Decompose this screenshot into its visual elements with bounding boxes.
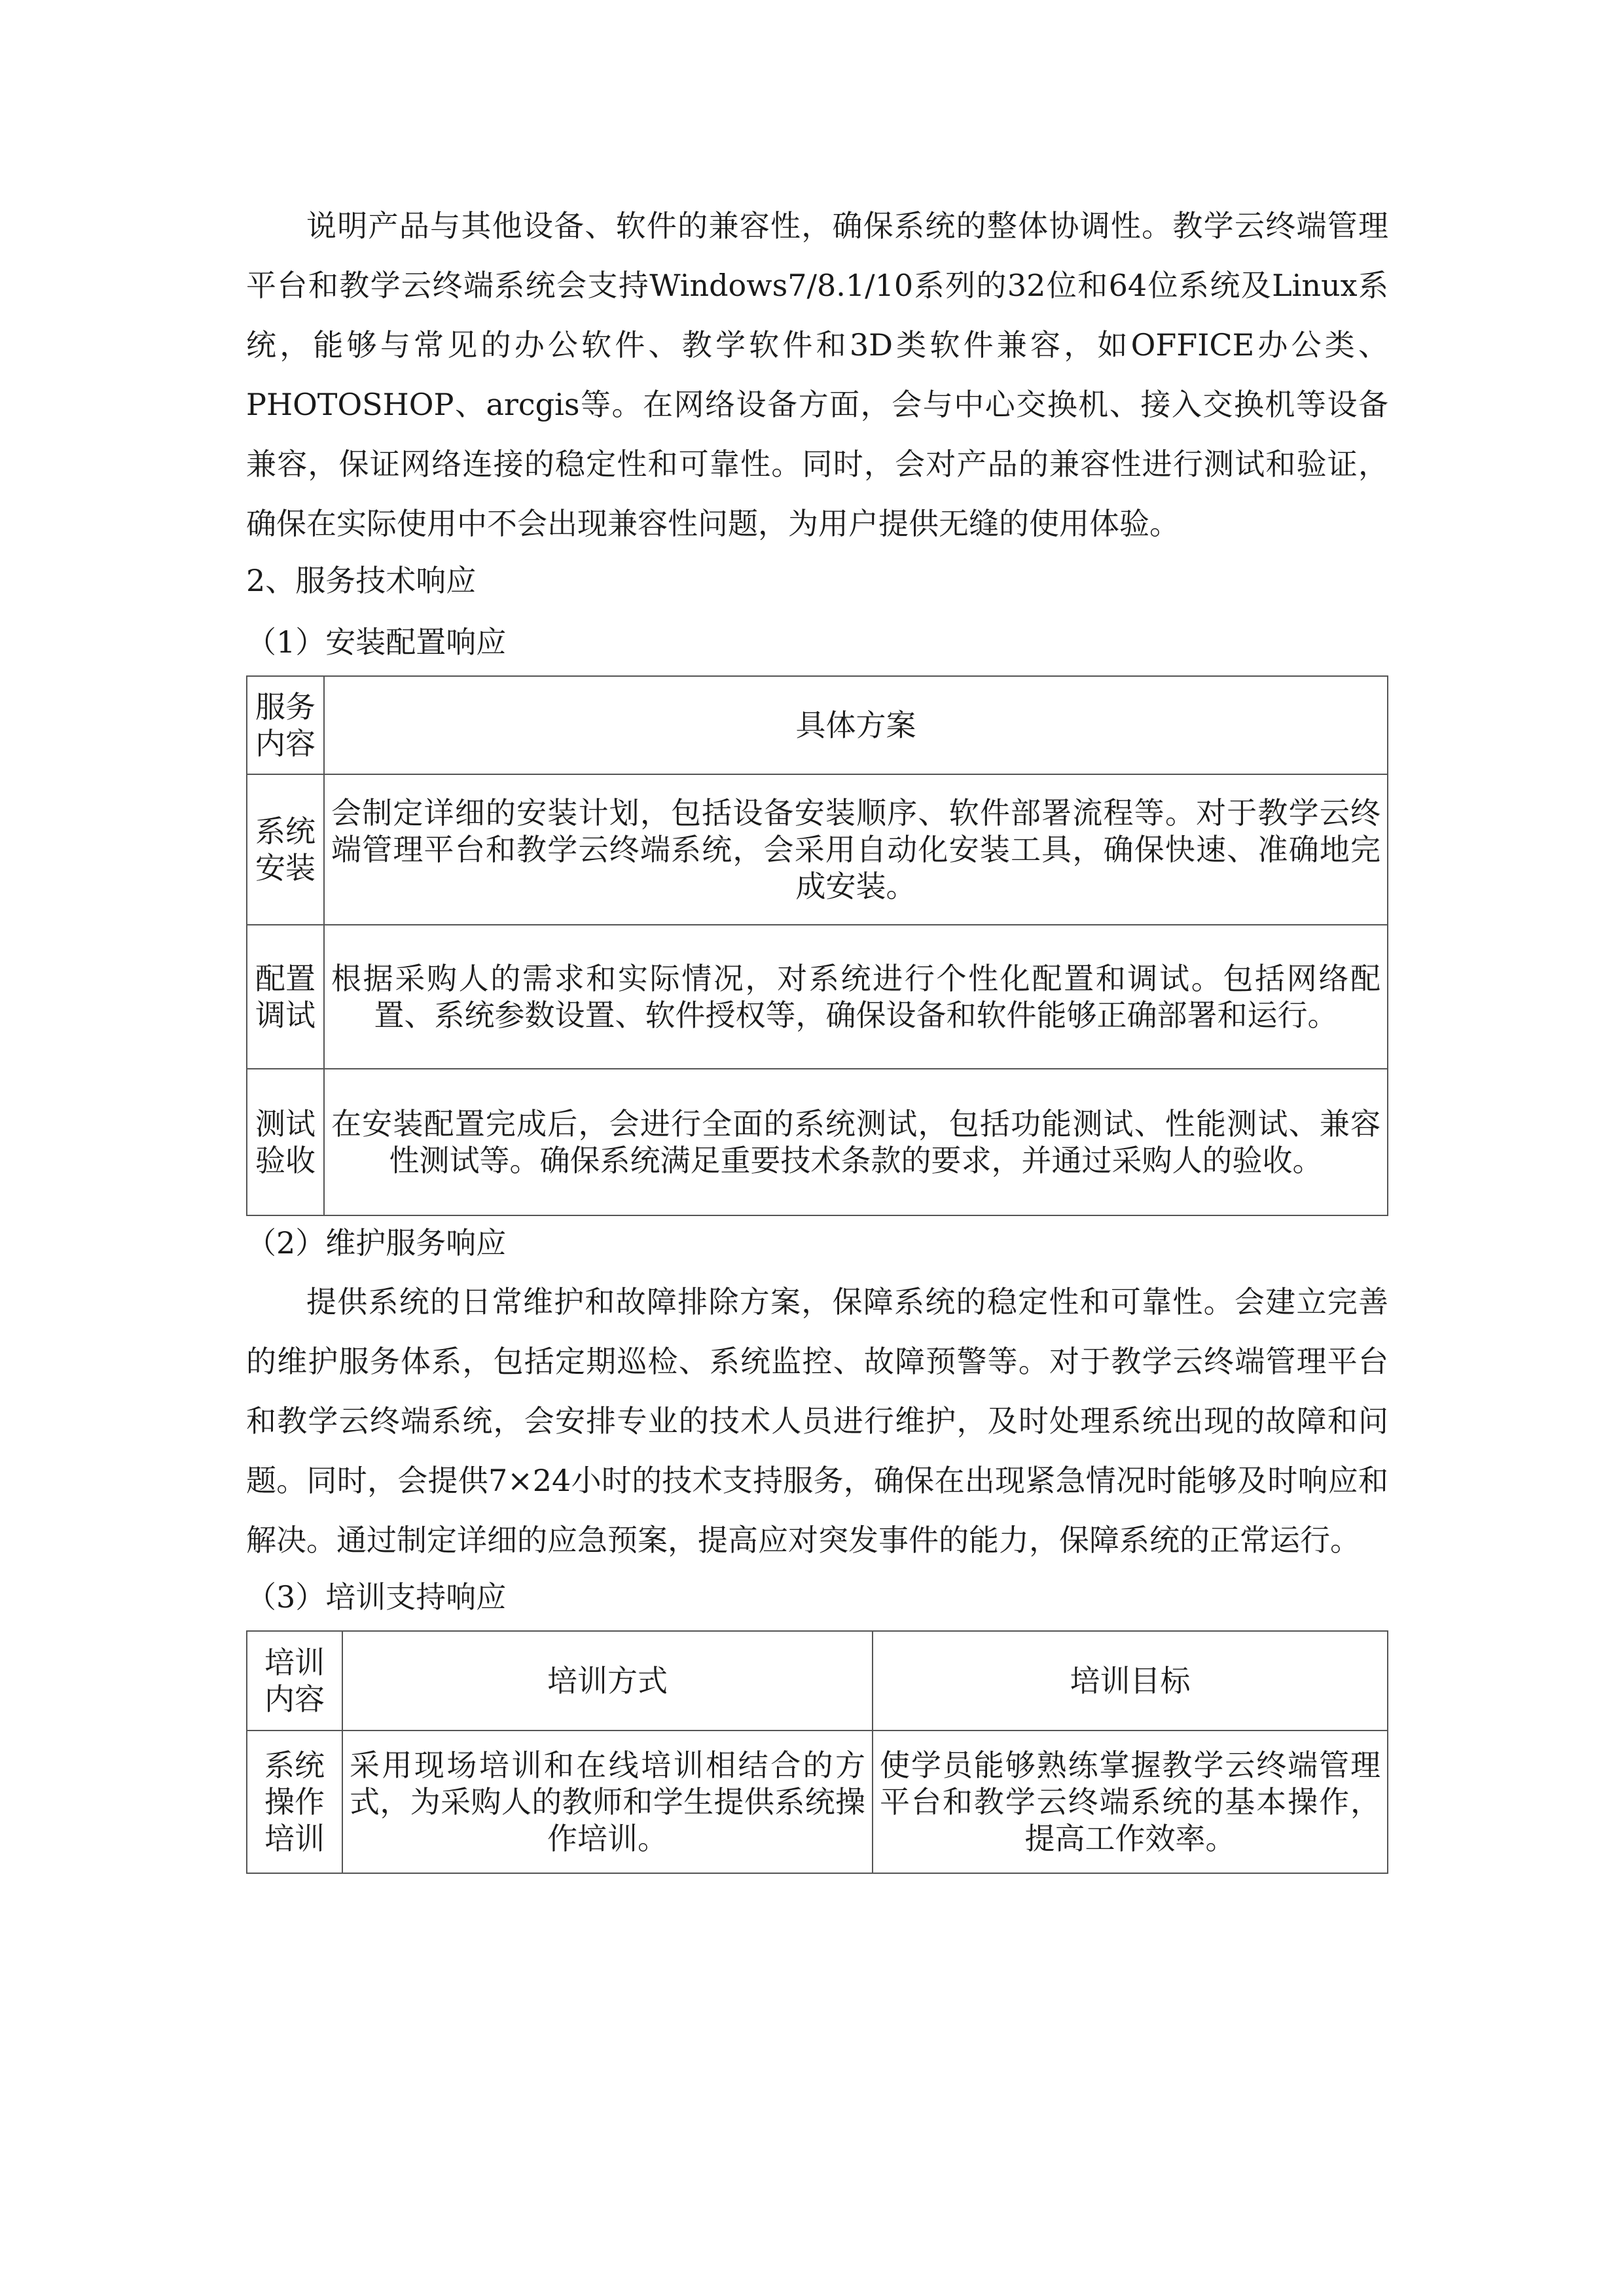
table-row — [247, 774, 1388, 925]
table-row — [247, 1069, 1388, 1215]
subheading-install-config: （1）安装配置响应 — [246, 624, 507, 660]
training-table — [246, 1630, 1388, 1874]
row-item: 测试验收 — [247, 1069, 324, 1215]
section-heading-service-response: 2、服务技术响应 — [246, 563, 477, 598]
table-row — [247, 1731, 1388, 1873]
table-header-row — [247, 676, 1388, 774]
subheading-maintenance: （2）维护服务响应 — [246, 1225, 507, 1261]
maintenance-paragraph: 提供系统的日常维护和故障排除方案，保障系统的稳定性和可靠性。会建立完善的维护服务体系，包括定期巡检、系统监控、故障预警等。对于教学云终端管理平台和教学云终端系统，会安排专业的技术人员进行维护，及时处理系统出现的故障和问题。同时，会提供7×24小时的技术支持服务，确保在出现紧急情况时能够及时响应和解决。通过制定详细的应急预案，提高应对突发事件的能力，保障系统的正常运行。 — [246, 1284, 1388, 1558]
row-goal: 使学员能够熟练掌握教学云终端管理平台和教学云终端系统的基本操作，提高工作效率。 — [873, 1731, 1388, 1873]
header-training-content: 培训内容 — [247, 1631, 342, 1731]
row-plan: 在安装配置完成后，会进行全面的系统测试，包括功能测试、性能测试、兼容性测试等。确保系统满足重要技术条款的要求，并通过采购人的验收。 — [324, 1069, 1388, 1215]
install-config-table — [246, 675, 1388, 1216]
row-item: 系统操作培训 — [247, 1731, 342, 1873]
document-page — [246, 196, 1388, 1874]
table-row — [247, 925, 1388, 1069]
subheading-training: （3）培训支持响应 — [246, 1579, 507, 1615]
table-header-row — [247, 1631, 1388, 1731]
row-item: 系统安装 — [247, 774, 324, 925]
header-service-content: 服务内容 — [247, 676, 324, 774]
header-training-goal: 培训目标 — [873, 1631, 1388, 1731]
row-plan: 会制定详细的安装计划，包括设备安装顺序、软件部署流程等。对于教学云终端管理平台和教学云终端系统，会采用自动化安装工具，确保快速、准确地完成安装。 — [324, 774, 1388, 925]
row-method: 采用现场培训和在线培训相结合的方式，为采购人的教师和学生提供系统操作培训。 — [342, 1731, 873, 1873]
row-item: 配置调试 — [247, 925, 324, 1069]
intro-paragraph: 说明产品与其他设备、软件的兼容性，确保系统的整体协调性。教学云终端管理平台和教学云终端系统会支持Windows7/8.1/10系列的32位和64位系统及Linux系统，能够与常见的办公软件、教学软件和3D类软件兼容，如OFFICE办公类、PHOTOSHOP、arcgis等。在网络设备方面，会与中心交换机、接入交换机等设备兼容，保证网络连接的稳定性和可靠性。同时，会对产品的兼容性进行测试和验证，确保在实际使用中不会出现兼容性问题，为用户提供无缝的使用体验。 — [246, 208, 1388, 541]
row-plan: 根据采购人的需求和实际情况，对系统进行个性化配置和调试。包括网络配置、系统参数设置、软件授权等，确保设备和软件能够正确部署和运行。 — [324, 925, 1388, 1069]
header-specific-plan: 具体方案 — [324, 676, 1388, 774]
header-training-method: 培训方式 — [342, 1631, 873, 1731]
